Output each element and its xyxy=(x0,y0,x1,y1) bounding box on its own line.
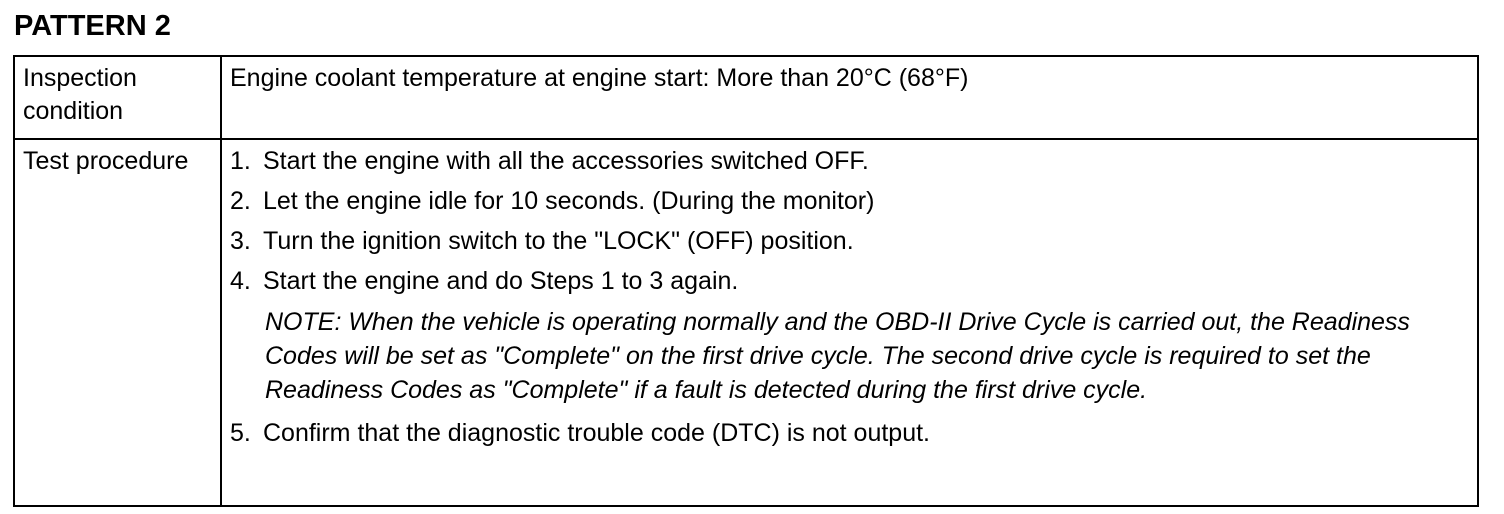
test-procedure-label: Test procedure xyxy=(14,139,221,506)
test-procedure-value xyxy=(221,139,1478,506)
step-item xyxy=(230,225,1469,258)
step-number: 1. xyxy=(230,147,251,175)
table-row xyxy=(14,56,1478,139)
step-item xyxy=(230,145,1469,178)
inspection-condition-label: Inspection condition xyxy=(14,56,221,139)
step-text: Start the engine and do Steps 1 to 3 again. xyxy=(263,267,739,295)
inspection-table xyxy=(13,55,1479,507)
procedure-steps xyxy=(230,145,1469,450)
step-text: Confirm that the diagnostic trouble code (DTC) is not output. xyxy=(263,419,930,447)
step-number: 2. xyxy=(230,187,251,215)
inspection-condition-value: Engine coolant temperature at engine start: More than 20°C (68°F) xyxy=(221,56,1478,139)
step-item xyxy=(230,185,1469,218)
table-row xyxy=(14,139,1478,506)
pattern-heading: PATTERN 2 xyxy=(14,10,171,42)
step-number: 3. xyxy=(230,227,251,255)
step-number: 5. xyxy=(230,419,251,447)
step-text: Start the engine with all the accessories switched OFF. xyxy=(263,147,869,175)
step-text: Let the engine idle for 10 seconds. (During the monitor) xyxy=(263,187,875,215)
step-item xyxy=(230,417,1469,450)
step-text: Turn the ignition switch to the "LOCK" (OFF) position. xyxy=(263,227,854,255)
note-text: NOTE: When the vehicle is operating normally and the OBD-II Drive Cycle is carried out, the Readiness Codes will be set as "Complete" on the first drive cycle. The second drive cycle is required to set the Readiness Codes as "Complete" if a fault is detected during the first drive cycle. xyxy=(265,308,1410,404)
step-item xyxy=(230,265,1469,298)
step-number: 4. xyxy=(230,267,251,295)
